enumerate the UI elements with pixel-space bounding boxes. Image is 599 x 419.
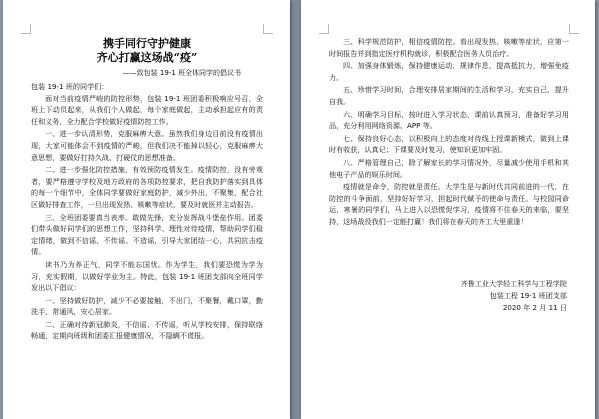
margin-corner-mark [263, 24, 273, 34]
salutation: 包装 19-1 班的同学们： [31, 82, 109, 91]
document-title-line-1: 携手同行守护健康 [103, 37, 191, 50]
page-2-content [329, 36, 569, 314]
page-gap [290, 0, 301, 419]
paragraph: 五、珍惜学习时间，合理安排居家期间的生活和学习，充实自己，提升自我。 [329, 85, 569, 106]
paragraph: 二、进一步强化防控措施，有效预防疫情发生。疫情防控，没有旁观者，要严格遵守学校及地方政府的各项防控要求，把自我防护落实到具体的每一个细节中，全体同学要做好家庭防护，减少外出，不聚集，配合社区做好排查工作，一旦出现发热、咳嗽等症状，要及时就医并主动报告。 [31, 165, 263, 209]
document-title-line-2: 齐心打赢这场战“疫” [96, 51, 198, 64]
signature-organization: 齐鲁工业大学轻工科学与工程学院 [460, 278, 567, 288]
signature-date: 2020 年 2 月 11 日 [502, 302, 567, 312]
paragraph: 七、保持良好心态，以积极向上的态度对待线上授课新模式，做到上课时有收获，认真记；下课要及时复习，使知识更加牢固。 [329, 133, 569, 155]
paragraph: 三、科学规范防护，相信疫情防控。看出现发热、咳嗽等症状，应第一时间报告并到指定医疗机构就诊，积极配合医务人员治疗。 [329, 37, 569, 58]
document-page-1 [3, 0, 290, 419]
margin-corner-mark [319, 24, 329, 34]
document-subtitle: ——致包装 19-1 班全体同学的倡议书 [122, 69, 241, 77]
paragraph: 一、坚持做好防护，减少不必要接触，不出门，不聚餐，戴口罩，勤洗手，常通风，安心居家。 [31, 295, 263, 317]
signature-branch: 包装工程 19-1 班团支部 [489, 290, 567, 300]
document-page-2 [301, 0, 595, 419]
paragraph: 八、严格管理自己，除了解家长的学习情况外，尽量减少使用手机和其他电子产品的娱乐时间。 [329, 157, 569, 179]
paragraph: 面对当前疫情严峻的防控形势，包装 19-1 班团委积极响应号召，全班上下动员起来，从我们个人做起，每个家庭做起，主动承担起应有的责任和义务，全力配合学校做好疫情防控工作。 [31, 93, 263, 126]
paragraph: 疫情就是命令，防控就是责任。大学生是与新时代共同前进的一代，在防控的斗争面前，坚持好好学习，担起时代赋予的使命与责任。与校园同命运，寒暑的同学们，马上进入以恐慌促学习，疫情将不住春天的来临，要坚持，这场战役我们一定能打赢！我们将在春天的齐工大里重逢！ [329, 182, 569, 226]
margin-corner-mark [569, 24, 579, 34]
paragraph: 六、明确学习目标，按时进入学习状态，课前认真预习，准备好学习用品，充分利用网络资源、APP 等。 [329, 109, 569, 131]
paragraph: 二、正确对待新冠肺炎，不信谣、不传谣，听从学校安排，保持联络畅通，定期向班级和团委汇报健康情况，不隐瞒不谎报。 [31, 319, 263, 341]
paragraph: 一、进一步认清形势，克服麻痹大意。虽然我们身边目前没有疫情出现，大家可能体会不到疫情的严峻，但我们决不能掉以轻心，克服麻痹大意思想，要做好打持久战、打硬仗的思想准备。 [31, 129, 263, 162]
paragraph: 四、加强身体锻炼，保持健康运动，规律作息，提高抵抗力，增强免疫力。 [329, 61, 569, 82]
paragraph: 三、全班团委要真当表率。敢做先锋，充分发挥战斗堡垒作用。团委们带头做好同学们的思想工作，坚持科学、理性对待疫情，帮助同学们稳定情绪，做到不信谣、不传谣、不造谣，引导大家团结一心，共同抗击疫情。 [31, 212, 263, 257]
margin-corner-mark [21, 24, 31, 34]
paragraph: 读书乃为养正气，同学不能忘国忧。作为学生，我们要恐慌为学为习，充实假期，以做好学业为主。特此，包装 19-1 班团支部向全班同学发出以下倡议： [31, 259, 263, 293]
page-1-content [31, 37, 263, 343]
